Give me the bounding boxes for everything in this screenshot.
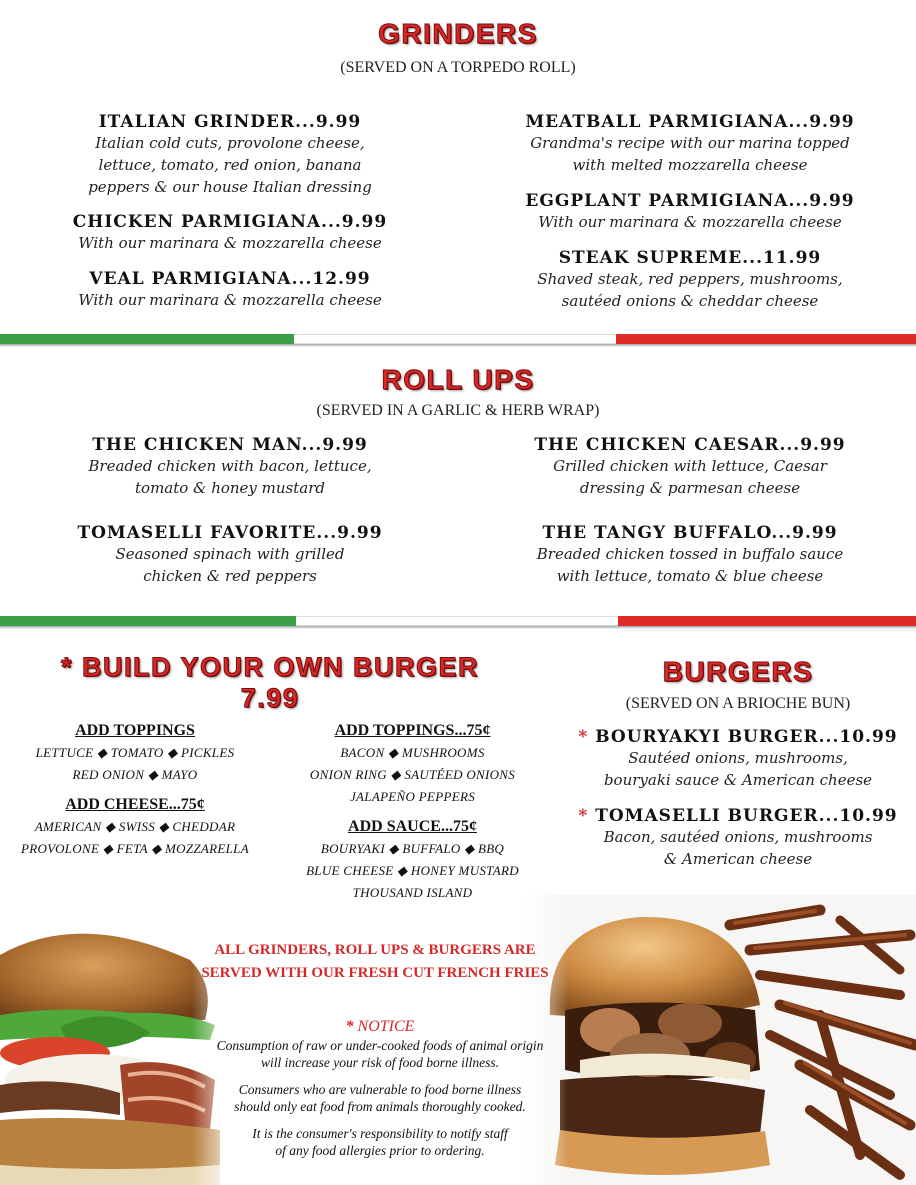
menu-item-tomaselli-favorite — [40, 523, 420, 587]
build-price: 7.99 — [240, 683, 300, 713]
item-desc: Grandma's recipe with our marina topped — [530, 134, 850, 152]
menu-item-veal-parmigiana — [40, 269, 420, 311]
item-desc: dressing & parmesan cheese — [579, 479, 801, 497]
item-desc: Sautéed onions, mushrooms, — [628, 749, 848, 767]
item-desc: Breaded chicken tossed in buffalo sauce — [536, 545, 844, 563]
rollups-title: ROLL UPS — [381, 364, 535, 395]
cheese-heading: ADD CHEESE...75¢ — [65, 796, 205, 813]
option-line: BOURYAKI ◆ BUFFALO ◆ BBQ — [320, 841, 505, 856]
burgers-subtitle: (SERVED ON A BRIOCHE BUN) — [625, 695, 851, 712]
option-line: BLUE CHEESE ◆ HONEY MUSTARD — [306, 863, 519, 878]
star-marker: * — [578, 727, 589, 747]
option-line: RED ONION ◆ MAYO — [72, 767, 198, 782]
grinders-title: GRINDERS — [378, 18, 538, 49]
menu-item-meatball-parmigiana — [485, 112, 895, 176]
food-safety-notice — [195, 1017, 565, 1159]
notice-line: should only eat food from animals thoroughly cooked. — [234, 1099, 526, 1114]
burgers-title: BURGERS — [662, 656, 814, 687]
item-desc: with melted mozzarella cheese — [572, 156, 808, 174]
item-desc: With our marinara & mozzarella cheese — [78, 291, 382, 309]
toppings-heading: ADD TOPPINGS — [75, 722, 195, 739]
option-line: ONION RING ◆ SAUTÉED ONIONS — [309, 767, 516, 782]
menu-item-eggplant-parmigiana — [485, 191, 895, 233]
option-line: AMERICAN ◆ SWISS ◆ CHEDDAR — [34, 819, 236, 834]
item-desc: tomato & honey mustard — [135, 479, 325, 497]
fries-note-line: SERVED WITH OUR FRESH CUT FRENCH FRIES — [201, 965, 549, 981]
notice-line: It is the consumer's responsibility to notify staff — [252, 1126, 508, 1141]
build-your-own-title — [20, 652, 520, 714]
item-desc: lettuce, tomato, red onion, banana — [98, 156, 362, 174]
item-name: ITALIAN GRINDER...9.99 — [98, 112, 362, 132]
item-desc: Shaved steak, red peppers, mushrooms, — [537, 270, 843, 288]
option-line: JALAPEÑO PEPPERS — [349, 789, 476, 804]
item-desc: Grilled chicken with lettuce, Caesar — [553, 457, 827, 475]
item-name: STEAK SUPREME...11.99 — [558, 248, 822, 268]
item-name: TOMASELLI FAVORITE...9.99 — [77, 523, 383, 543]
notice-line: will increase your risk of food borne illness. — [261, 1055, 499, 1070]
item-desc: Bacon, sautéed onions, mushrooms — [603, 828, 873, 846]
item-desc: peppers & our house Italian dressing — [88, 178, 372, 196]
item-desc: & American cheese — [663, 850, 813, 868]
option-line: THOUSAND ISLAND — [352, 885, 473, 900]
item-desc: Italian cold cuts, provolone cheese, — [95, 134, 365, 152]
menu-item-bouryakyi-burger — [560, 727, 916, 791]
item-name: EGGPLANT PARMIGIANA...9.99 — [525, 191, 855, 211]
option-line: LETTUCE ◆ TOMATO ◆ PICKLES — [35, 745, 235, 760]
menu-item-italian-grinder — [40, 112, 420, 198]
menu-item-tomaselli-burger — [560, 806, 916, 870]
item-name: VEAL PARMIGIANA...12.99 — [89, 269, 371, 289]
item-name: BOURYAKYI BURGER...10.99 — [595, 727, 898, 747]
item-name: MEATBALL PARMIGIANA...9.99 — [525, 112, 855, 132]
item-desc: Seasoned spinach with grilled — [115, 545, 345, 563]
item-name: THE CHICKEN MAN...9.99 — [92, 435, 368, 455]
notice-line: Consumption of raw or under-cooked foods of animal origin — [216, 1038, 544, 1053]
item-name: THE TANGY BUFFALO...9.99 — [542, 523, 838, 543]
item-desc: With our marinara & mozzarella cheese — [538, 213, 842, 231]
item-desc: With our marinara & mozzarella cheese — [78, 234, 382, 252]
notice-title: NOTICE — [357, 1018, 415, 1035]
menu-item-steak-supreme — [485, 248, 895, 312]
fries-note-line: ALL GRINDERS, ROLL UPS & BURGERS ARE — [214, 942, 536, 958]
italian-flag-divider — [0, 616, 916, 626]
sauce-block — [285, 818, 540, 904]
item-name: CHICKEN PARMIGIANA...9.99 — [72, 212, 388, 232]
notice-line: of any food allergies prior to ordering. — [275, 1143, 485, 1158]
grinders-subtitle: (SERVED ON A TORPEDO ROLL) — [340, 59, 576, 76]
paid-toppings-heading: ADD TOPPINGS...75¢ — [334, 722, 491, 739]
bouryaki-burger-with-fries-photo — [520, 895, 916, 1185]
menu-item-chicken-parmigiana — [40, 212, 420, 254]
item-desc: Breaded chicken with bacon, lettuce, — [88, 457, 372, 475]
divider-shadow — [0, 626, 916, 629]
toppings-free-block — [10, 722, 260, 786]
menu-item-chicken-caesar — [485, 435, 895, 499]
cheese-block — [10, 796, 260, 860]
build-title-text: BUILD YOUR OWN BURGER — [82, 652, 480, 682]
divider-shadow — [0, 344, 916, 347]
item-desc: chicken & red peppers — [143, 567, 317, 585]
option-line: BACON ◆ MUSHROOMS — [340, 745, 485, 760]
menu-item-tangy-buffalo — [485, 523, 895, 587]
menu-item-chicken-man — [40, 435, 420, 499]
toppings-paid-block — [285, 722, 540, 808]
fries-note — [190, 939, 560, 985]
item-desc: bouryaki sauce & American cheese — [603, 771, 873, 789]
star-marker: * — [60, 652, 73, 682]
item-desc: with lettuce, tomato & blue cheese — [556, 567, 824, 585]
notice-line: Consumers who are vulnerable to food borne illness — [238, 1082, 522, 1097]
italian-flag-divider — [0, 334, 916, 344]
star-marker: * — [578, 806, 589, 826]
item-name: TOMASELLI BURGER...10.99 — [595, 806, 898, 826]
sauce-heading: ADD SAUCE...75¢ — [348, 818, 477, 835]
rollups-subtitle: (SERVED IN A GARLIC & HERB WRAP) — [316, 402, 600, 419]
option-line: PROVOLONE ◆ FETA ◆ MOZZARELLA — [21, 841, 249, 856]
item-desc: sautéed onions & cheddar cheese — [561, 292, 819, 310]
item-name: THE CHICKEN CAESAR...9.99 — [534, 435, 846, 455]
star-marker: * — [345, 1018, 354, 1035]
